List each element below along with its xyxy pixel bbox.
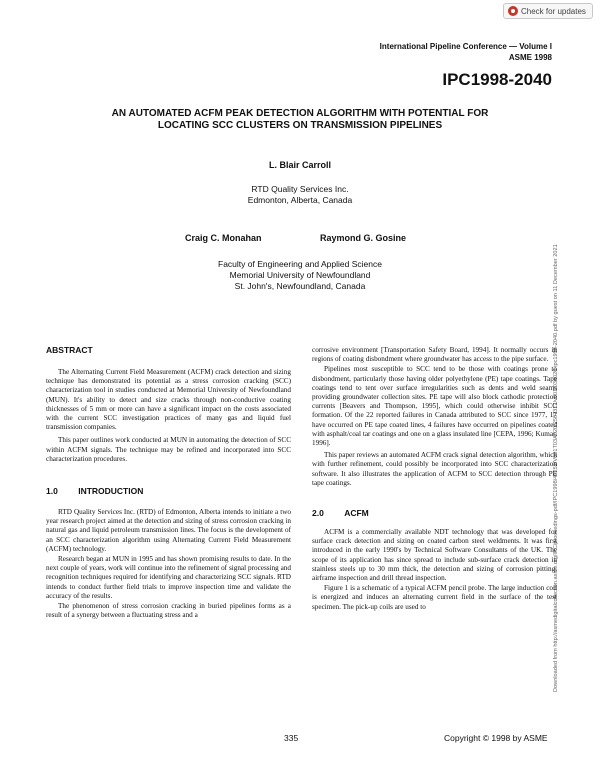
publisher: ASME 1998 [508,53,552,62]
conference-name: International Pipeline Conference — Volume I [379,42,552,51]
download-watermark-text: Downloaded from http://asmedigitalcollection.asme.org/IPC/proceedings-pdf/IPC1998/40252/V001T03A020/2507312/v001t03a020-ipc1998-2040.pdf by guest on 11 December 2021 [553,244,559,692]
title-line-1: AN AUTOMATED ACFM PEAK DETECTION ALGORITHM WITH POTENTIAL FOR [111,108,489,119]
intro-paragraph-1: RTD Quality Services Inc. (RTD) of Edmonton, Alberta intends to initiate a two year research project aimed at the detection and sizing of stress corrosion cracking in natural gas and liquid petroleum transmission lines. The focus is the development of an SCC characterization algorithm using Alternating Current Field Measurement (ACFM) technology. [46,508,291,553]
title-line-2: LOCATING SCC CLUSTERS ON TRANSMISSION PIPELINES [157,120,443,131]
abstract-heading: ABSTRACT [46,345,93,355]
author-1-org: RTD Quality Services Inc. [251,184,349,194]
right-paragraph-3: This paper reviews an automated ACFM crack signal detection algorithm, which with further refinement, could possibly be incorporated into SCC characterization software. It also illustrates the application of ACFM to SCC detection through PE tape coatings. [312,451,557,487]
paper-number: IPC1998-2040 [442,70,552,89]
left-column [46,345,291,620]
right-column [312,346,557,612]
crossmark-icon [508,6,518,16]
author-2-name: Craig C. Monahan [185,233,262,243]
intro-paragraph-3: The phenomenon of stress corrosion cracking in buried pipelines forms as a result of a synergy between a fluctuating stress and a [46,602,291,620]
intro-title: INTRODUCTION [78,486,144,497]
intro-heading [46,486,291,496]
right-paragraph-2: Pipelines most susceptible to SCC tend to be those with coatings prone to disbondment, particularly those having older polyethylene (PE) tape coatings. Tape coatings tend to tent over surface irregularities such as dents and weld seams providing groundwater collection sites. PE tape will also block cathodic protection currents [Beavers and Thompson, 1995], which could otherwise inhibit SCC formation. Of the 22 reported failures in Canada attributed to SCC since 1977, 17 have occurred on PE tape coated lines, 4 failures have occurred on pipelines coated with asphalt/coal tar coatings and one on a glass insulated line [CEPA, 1996; Kumar, 1996]. [312,365,557,448]
author-1-name: L. Blair Carroll [268,160,331,170]
check-for-updates-label: Check for updates [521,6,586,16]
author-1-city: Edmonton, Alberta, Canada [247,195,353,205]
intro-paragraph-2: Research began at MUN in 1995 and has shown promising results to date. In the next couple of years, work will continue into the refinement of signal processing and recognition techniques required for identifying and characterizing SCC signals. RTD intends to conduct further field trials to improve inspection time and validate the accuracy of the results. [46,555,291,600]
acfm-heading [312,508,557,518]
acfm-title: ACFM [344,508,369,519]
abstract-paragraph-1: The Alternating Current Field Measurement (ACFM) crack detection and sizing technique has demonstrated its potential as a stress corrosion cracking (SCC) characterization tool in studies conducted at Memorial University of Newfoundland (MUN). It's ability to detect and size cracks through non-conductive coating thicknesses of 5 mm or more can have a significant impact on the costs associated with the current SCC investigation practices of many gas and liquid fuel transmission companies. [46,368,291,432]
check-for-updates-badge[interactable] [503,3,593,19]
acfm-paragraph-2: Figure 1 is a schematic of a typical ACFM pencil probe. The large induction coil is energized and induces an alternating current field in the surface of the test specimen. The pick-up coils are used to [312,584,557,611]
affiliation-line-1: Faculty of Engineering and Applied Science [218,259,382,269]
affiliation-line-2: Memorial University of Newfoundland [229,270,371,280]
acfm-paragraph-1: ACFM is a commercially available NDT technology that was developed for surface crack detection and sizing on coated carbon steel weldments. It was first introduced in the early 1990's by Technical Software Consultants of the UK. The scope of its application has since spread to include sub-surface crack detection in stainless steels up to 30 mm thick, the detection and sizing of corrosion pitting, airframe inspection and drill thread inspection. [312,528,557,583]
paper-title [90,108,510,132]
right-paragraph-1: corrosive environment [Transportation Safety Board, 1994]. It normally occurs in regions of coating disbondment where groundwater has access to the pipe surface. [312,346,557,364]
copyright: Copyright © 1998 by ASME [444,733,548,743]
author-3-name: Raymond G. Gosine [320,233,407,243]
acfm-number: 2.0 [312,508,324,519]
abstract-paragraph-2: This paper outlines work conducted at MUN in automating the detection of SCC within ACFM signals. The technique may be refined and incorporated into SCC characterization procedures. [46,436,291,463]
page-number: 335 [284,733,299,743]
intro-number: 1.0 [46,486,58,497]
affiliation-line-3: St. John's, Newfoundland, Canada [234,281,366,291]
